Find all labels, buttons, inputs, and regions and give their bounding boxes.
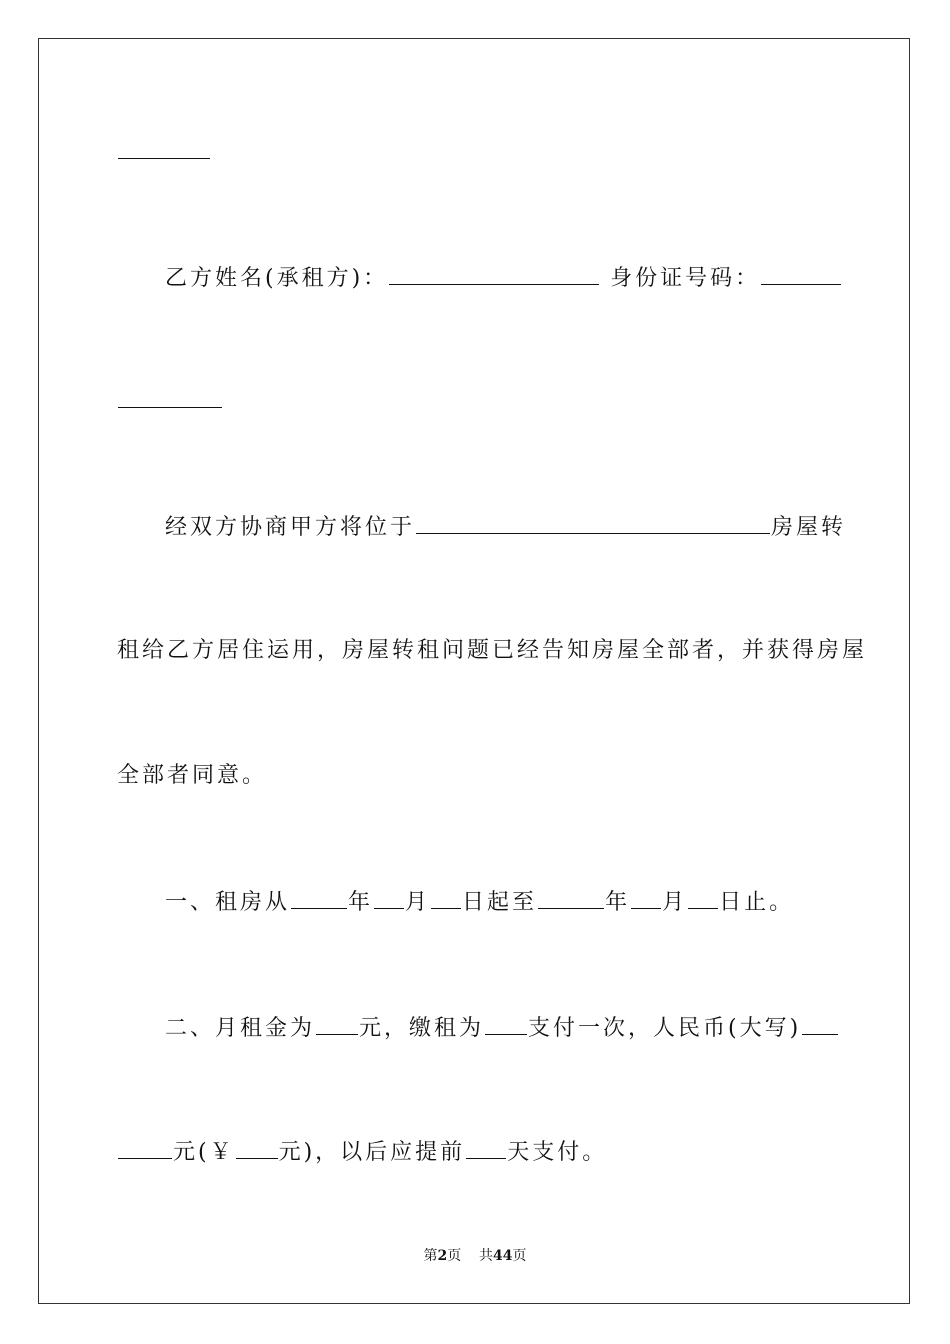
start-year-blank[interactable] [291,886,347,909]
clause1-year1: 年 [348,890,374,915]
paragraph-1-line-2 [117,636,867,666]
amount-number-blank[interactable] [236,1136,278,1159]
page-footer [0,1247,950,1265]
clause-1-line [165,886,794,918]
para1-line2-text: 租给乙方居住运用，房屋转租问题已经告知房屋全部者，并获得房屋 [117,638,868,663]
clause-2-line-2 [117,1136,607,1168]
clause1-month2: 月 [662,890,688,915]
paragraph-1-line-3 [117,761,267,791]
start-month-blank[interactable] [374,886,404,909]
end-year-blank[interactable] [538,886,604,909]
total-prefix: 共 [479,1248,494,1264]
para1-start-text: 经双方协商甲方将位于 [165,515,416,540]
total-pages: 44 [493,1248,513,1264]
clause1-day2: 日止。 [719,890,795,915]
clause2-yuan: 元，缴租为 [359,1016,485,1041]
clause1-month1: 月 [405,890,431,915]
clause2-line2-yuan-close: 元)，以后应提前 [278,1140,466,1165]
total-suffix: 页 [512,1248,527,1264]
clause-2-line-1 [165,1012,839,1044]
clause1-year2: 年 [605,890,631,915]
clause2-line2-yuan: 元(￥ [173,1140,235,1165]
page-suffix: 页 [447,1248,462,1264]
blank-field[interactable] [118,136,210,159]
party-b-label: 乙方姓名(承租方)： [165,266,389,291]
start-day-blank[interactable] [431,886,461,909]
page-border [38,38,910,1304]
clause2-pay-once: 支付一次，人民币(大写) [528,1016,802,1041]
id-number-continuation [117,385,223,417]
id-number-blank[interactable] [761,262,841,285]
amount-words-blank[interactable] [802,1012,838,1035]
advance-days-blank[interactable] [466,1136,506,1159]
page-prefix: 第 [423,1248,438,1264]
party-b-name-blank[interactable] [389,262,599,285]
id-number-label: 身份证号码： [610,266,761,291]
continuation-blank-line [117,136,211,168]
page-number: 2 [437,1248,448,1264]
id-number-blank-continued[interactable] [118,385,222,408]
end-day-blank[interactable] [688,886,718,909]
paragraph-1-line-1 [165,511,846,543]
clause1-day1: 日起至 [462,890,538,915]
amount-words-blank-continued[interactable] [118,1136,172,1159]
clause2-prefix: 二、月租金为 [165,1016,316,1041]
payment-period-blank[interactable] [485,1012,527,1035]
monthly-rent-blank[interactable] [316,1012,358,1035]
para1-line3-text: 全部者同意。 [117,763,268,788]
para1-end-text: 房屋转 [771,515,847,540]
clause2-line2-end: 天支付。 [507,1140,608,1165]
party-b-line [165,262,842,294]
clause1-prefix: 一、租房从 [165,890,291,915]
end-month-blank[interactable] [631,886,661,909]
property-location-blank[interactable] [416,511,770,534]
